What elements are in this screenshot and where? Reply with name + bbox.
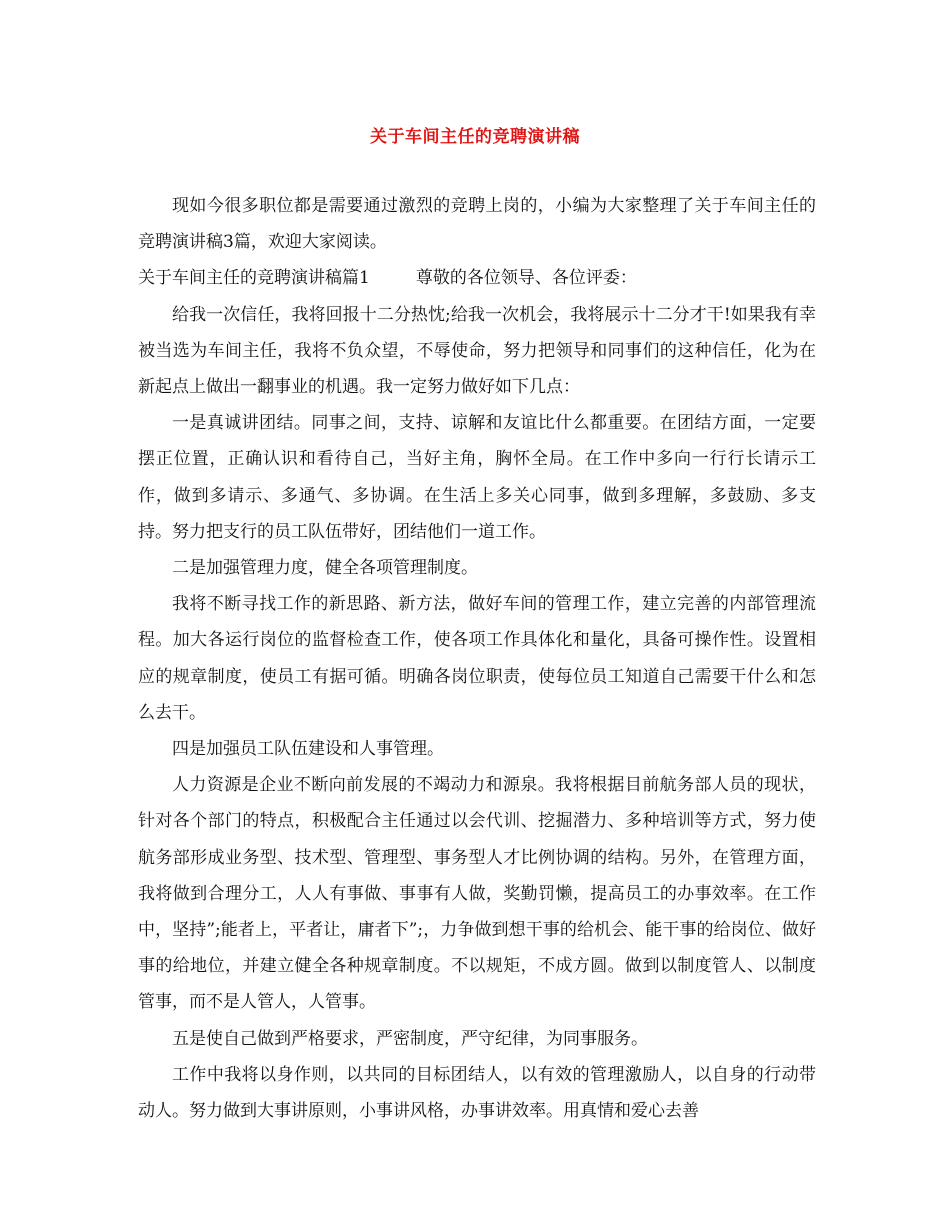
section-heading: 关于车间主任的竞聘演讲稿篇1 <box>138 268 370 289</box>
body-paragraph: 四是加强员工队伍建设和人事管理。 <box>172 739 444 760</box>
body-paragraph: 一是真诚讲团结。同事之间，支持、谅解和友谊比什么都重要。在团结方面，一定要摆正位置，正确认识和看待自己，当好主角，胸怀全局。在工作中多向一行行长请示工作，做到多请示、多通气、多协调。在生活上多关心同事，做到多理解，多鼓励、多支持。努力把支行的员工队伍带好，团结他们一道工作。 <box>138 413 816 542</box>
document-body <box>138 188 816 1129</box>
body-paragraph: 工作中我将以身作则，以共同的目标团结人，以有效的管理激励人，以自身的行动带动人。努力做到大事讲原则，小事讲风格，办事讲效率。用真情和爱心去善 <box>138 1064 816 1122</box>
section-heading-line <box>138 260 816 296</box>
body-paragraph: 我将不断寻找工作的新思路、新方法，做好车间的管理工作，建立完善的内部管理流程。加大各运行岗位的监督检查工作，使各项工作具体化和量化，具备可操作性。设置相应的规章制度，使员工有据可循。明确各岗位职责，使每位员工知道自己需要干什么和怎么去干。 <box>138 594 816 723</box>
body-paragraph: 给我一次信任，我将回报十二分热忱;给我一次机会，我将展示十二分才干!如果我有幸被当选为车间主任，我将不负众望，不辱使命，努力把领导和同事们的这种信任，化为在新起点上做出一翻事业的机遇。我一定努力做好如下几点： <box>138 304 816 398</box>
intro-paragraph: 现如今很多职位都是需要通过激烈的竞聘上岗的，小编为大家整理了关于车间主任的竞聘演讲稿3篇，欢迎大家阅读。 <box>138 196 816 253</box>
body-paragraph: 人力资源是企业不断向前发展的不竭动力和源泉。我将根据目前航务部人员的现状，针对各个部门的特点，积极配合主任通过以会代训、挖掘潜力、多种培训等方式，努力使航务部形成业务型、技术型、管理型、事务型人才比例协调的结构。另外，在管理方面，我将做到合理分工，人人有事做、事事有人做，奖勤罚懒，提高员工的办事效率。在工作中，坚持”;能者上，平者让，庸者下”;，力争做到想干事的给机会、能干事的给岗位、做好事的给地位，并建立健全各种规章制度。不以规矩，不成方圆。做到以制度管人、以制度管事，而不是人管人，人管事。 <box>138 775 816 1013</box>
body-paragraph: 五是使自己做到严格要求，严密制度，严守纪律，为同事服务。 <box>172 1028 648 1049</box>
body-paragraph: 二是加强管理力度，健全各项管理制度。 <box>172 558 478 579</box>
document-title: 关于车间主任的竞聘演讲稿 <box>370 127 580 147</box>
salutation: 尊敬的各位领导、各位评委： <box>415 268 637 289</box>
